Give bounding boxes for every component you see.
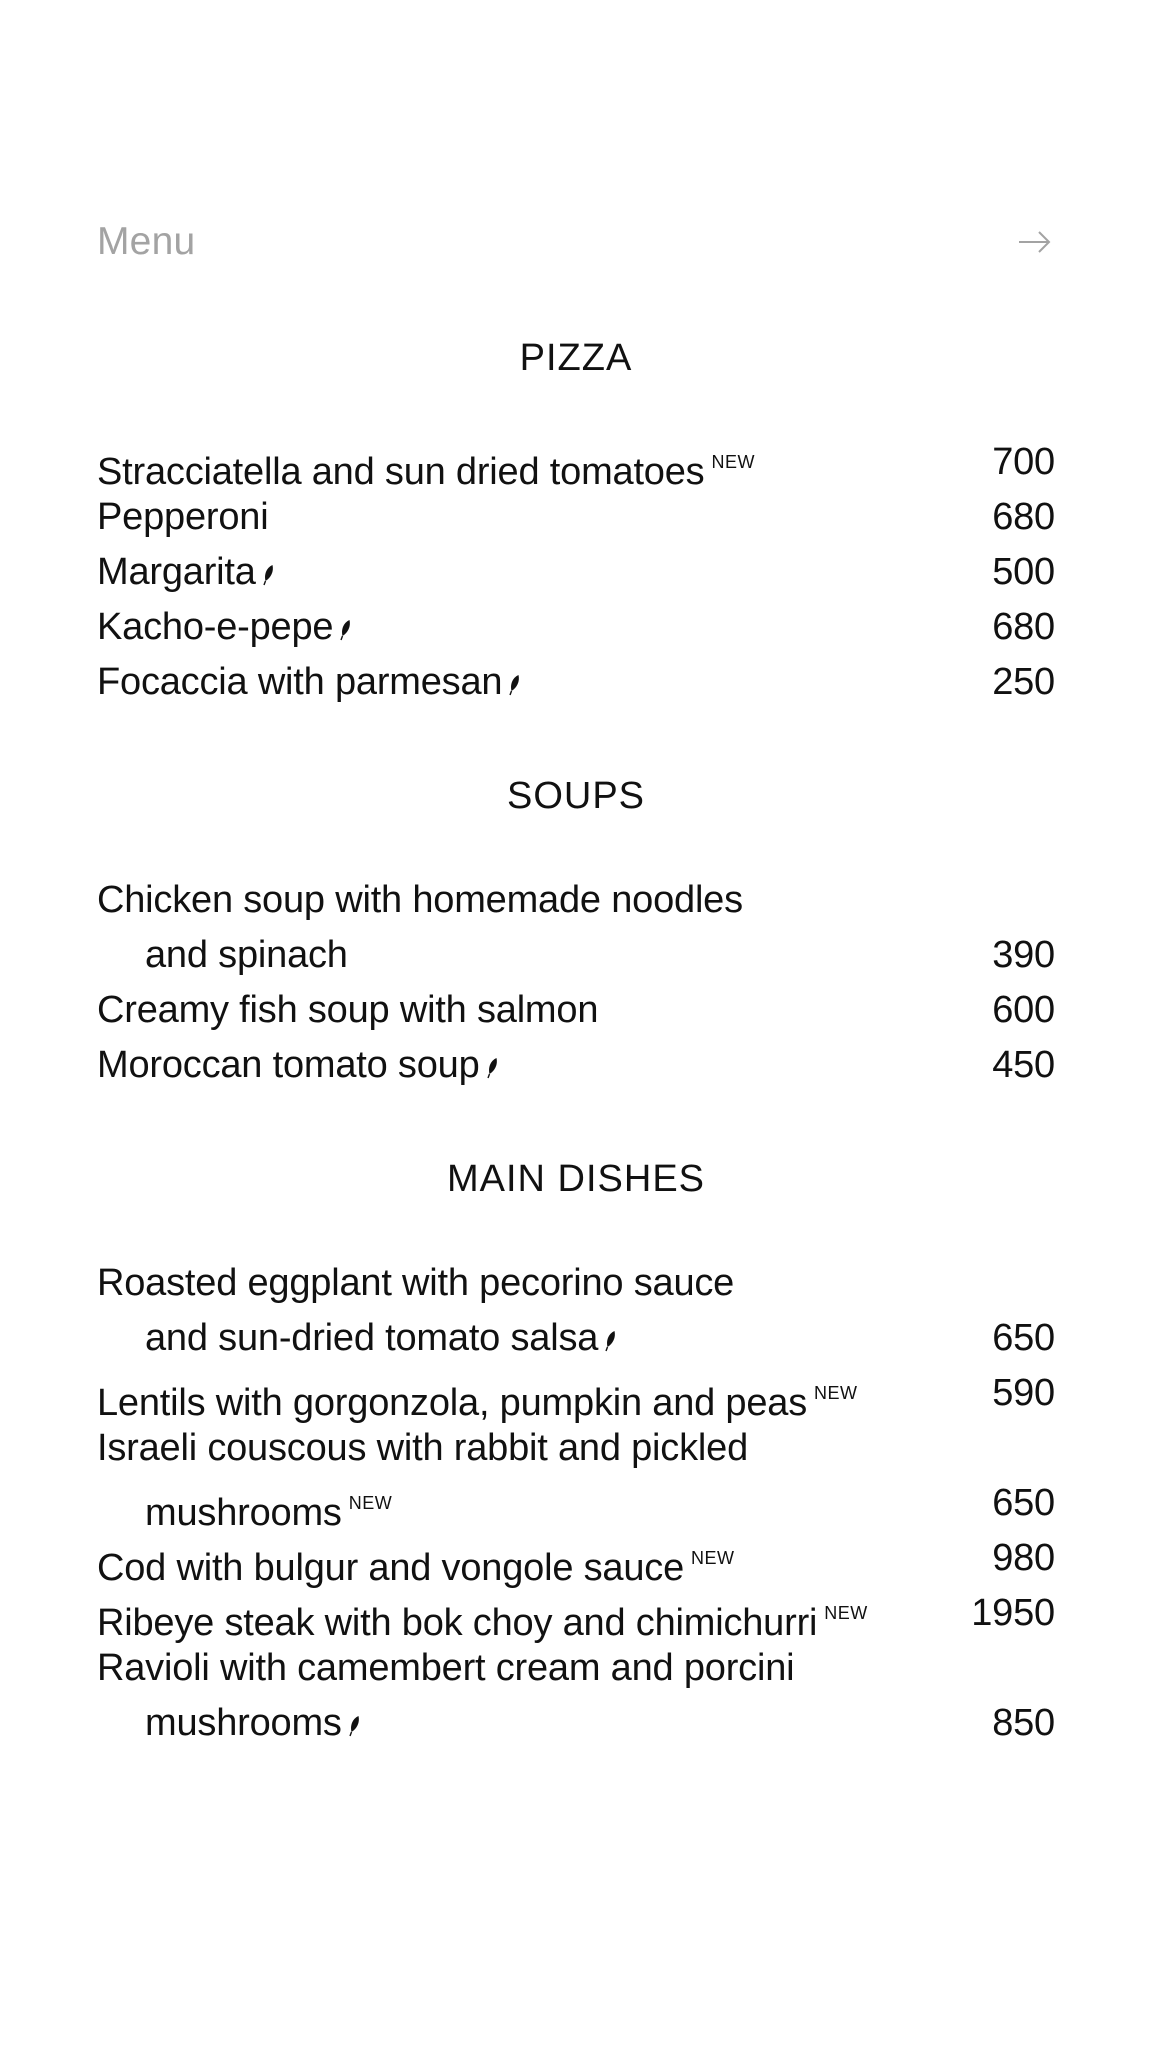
dish-price: 250 — [992, 661, 1055, 703]
dish-name — [97, 1696, 361, 1751]
new-badge: NEW — [348, 1493, 393, 1513]
dish-price: 650 — [992, 1317, 1055, 1359]
menu-item-row — [97, 1586, 1055, 1644]
menu-item-row — [97, 928, 1055, 983]
dish-name-text: Kacho-e-pepe — [97, 606, 334, 648]
dish-price: 450 — [992, 1044, 1055, 1086]
leaf-icon — [509, 657, 521, 679]
menu-item-row — [97, 545, 1055, 600]
menu-item-row — [97, 490, 1055, 545]
dish-price: 390 — [992, 934, 1055, 976]
section-title: PIZZA — [519, 337, 633, 379]
menu-item-row — [97, 1366, 1055, 1424]
dish-price: 980 — [992, 1537, 1055, 1579]
new-badge: NEW — [824, 1603, 868, 1623]
dish-price: 590 — [992, 1372, 1055, 1414]
dish-price: 1950 — [971, 1592, 1055, 1634]
section-soups — [97, 768, 1055, 1093]
dish-name — [97, 1256, 734, 1311]
section-title: SOUPS — [506, 775, 646, 817]
menu-item-row — [97, 655, 1055, 710]
dish-name — [97, 1311, 617, 1366]
dish-name-text: mushrooms — [145, 1492, 342, 1534]
leaf-icon — [349, 1698, 361, 1720]
dish-name-text: Focaccia with parmesan — [97, 661, 503, 703]
leaf-icon — [263, 547, 275, 569]
dish-name-text: Cod with bulgur and vongole sauce — [97, 1547, 685, 1589]
dish-name — [97, 1038, 499, 1093]
dish-price: 600 — [992, 989, 1055, 1031]
menu-item-row — [97, 1311, 1055, 1366]
menu-items-list — [97, 1256, 1055, 1751]
dish-name-text: Israeli couscous with rabbit and pickled — [97, 1427, 749, 1469]
dish-name-text: mushrooms — [145, 1702, 342, 1744]
menu-item-row — [97, 1038, 1055, 1093]
menu-item-row — [97, 1476, 1055, 1534]
dish-name-text: Ravioli with camembert cream and porcini — [97, 1647, 795, 1689]
dish-name-text: Margarita — [97, 551, 256, 593]
dish-name-text: and spinach — [145, 934, 348, 976]
dish-name — [97, 490, 268, 545]
dish-name-text: Lentils with gorgonzola, pumpkin and peas — [97, 1382, 808, 1424]
dish-name-text: and sun-dried tomato salsa — [145, 1317, 599, 1359]
new-badge: NEW — [814, 1383, 858, 1403]
new-badge: NEW — [691, 1548, 735, 1568]
dish-name-text: Ribeye steak with bok choy and chimichurri — [97, 1602, 818, 1644]
menu-item-row — [97, 1421, 1055, 1476]
dish-price: 680 — [992, 606, 1055, 648]
dish-name — [97, 1641, 794, 1696]
dish-name-text: Roasted eggplant with pecorino sauce — [97, 1262, 735, 1304]
dish-name-text: Pepperoni — [97, 496, 269, 538]
dish-price: 700 — [992, 441, 1055, 483]
menu-header — [97, 212, 1055, 272]
dish-name-text: Chicken soup with homemade noodles — [97, 879, 743, 921]
menu-items-list — [97, 873, 1055, 1093]
menu-item-row — [97, 600, 1055, 655]
leaf-icon — [487, 1040, 499, 1062]
page-title: Menu — [97, 220, 196, 263]
dish-name-text: Moroccan tomato soup — [97, 1044, 480, 1086]
menu-item-row — [97, 1641, 1055, 1696]
dish-price: 500 — [992, 551, 1055, 593]
menu-items-list — [97, 435, 1055, 710]
dish-name — [97, 1421, 748, 1476]
dish-name — [97, 600, 352, 655]
menu-item-row — [97, 983, 1055, 1038]
dish-name-text: Stracciatella and sun dried tomatoes — [97, 451, 705, 493]
dish-price: 680 — [992, 496, 1055, 538]
dish-name-text: Creamy fish soup with salmon — [97, 989, 599, 1031]
section-main-dishes — [97, 1151, 1055, 1751]
section-title: MAIN DISHES — [446, 1158, 706, 1200]
dish-price: 650 — [992, 1482, 1055, 1524]
section-pizza — [97, 330, 1055, 710]
dish-name — [97, 983, 598, 1038]
dish-name — [97, 928, 348, 983]
dish-name — [97, 655, 521, 710]
menu-item-row — [97, 435, 1055, 493]
menu-item-row — [97, 1256, 1055, 1311]
menu-item-row — [97, 1531, 1055, 1589]
menu-item-row — [97, 1696, 1055, 1751]
leaf-icon — [340, 602, 352, 624]
menu-item-row — [97, 873, 1055, 928]
arrow-right-icon[interactable] — [1015, 222, 1055, 262]
new-badge: NEW — [711, 452, 755, 472]
dish-name — [97, 873, 743, 928]
dish-price: 850 — [992, 1702, 1055, 1744]
dish-name — [97, 545, 275, 600]
leaf-icon — [605, 1313, 617, 1335]
